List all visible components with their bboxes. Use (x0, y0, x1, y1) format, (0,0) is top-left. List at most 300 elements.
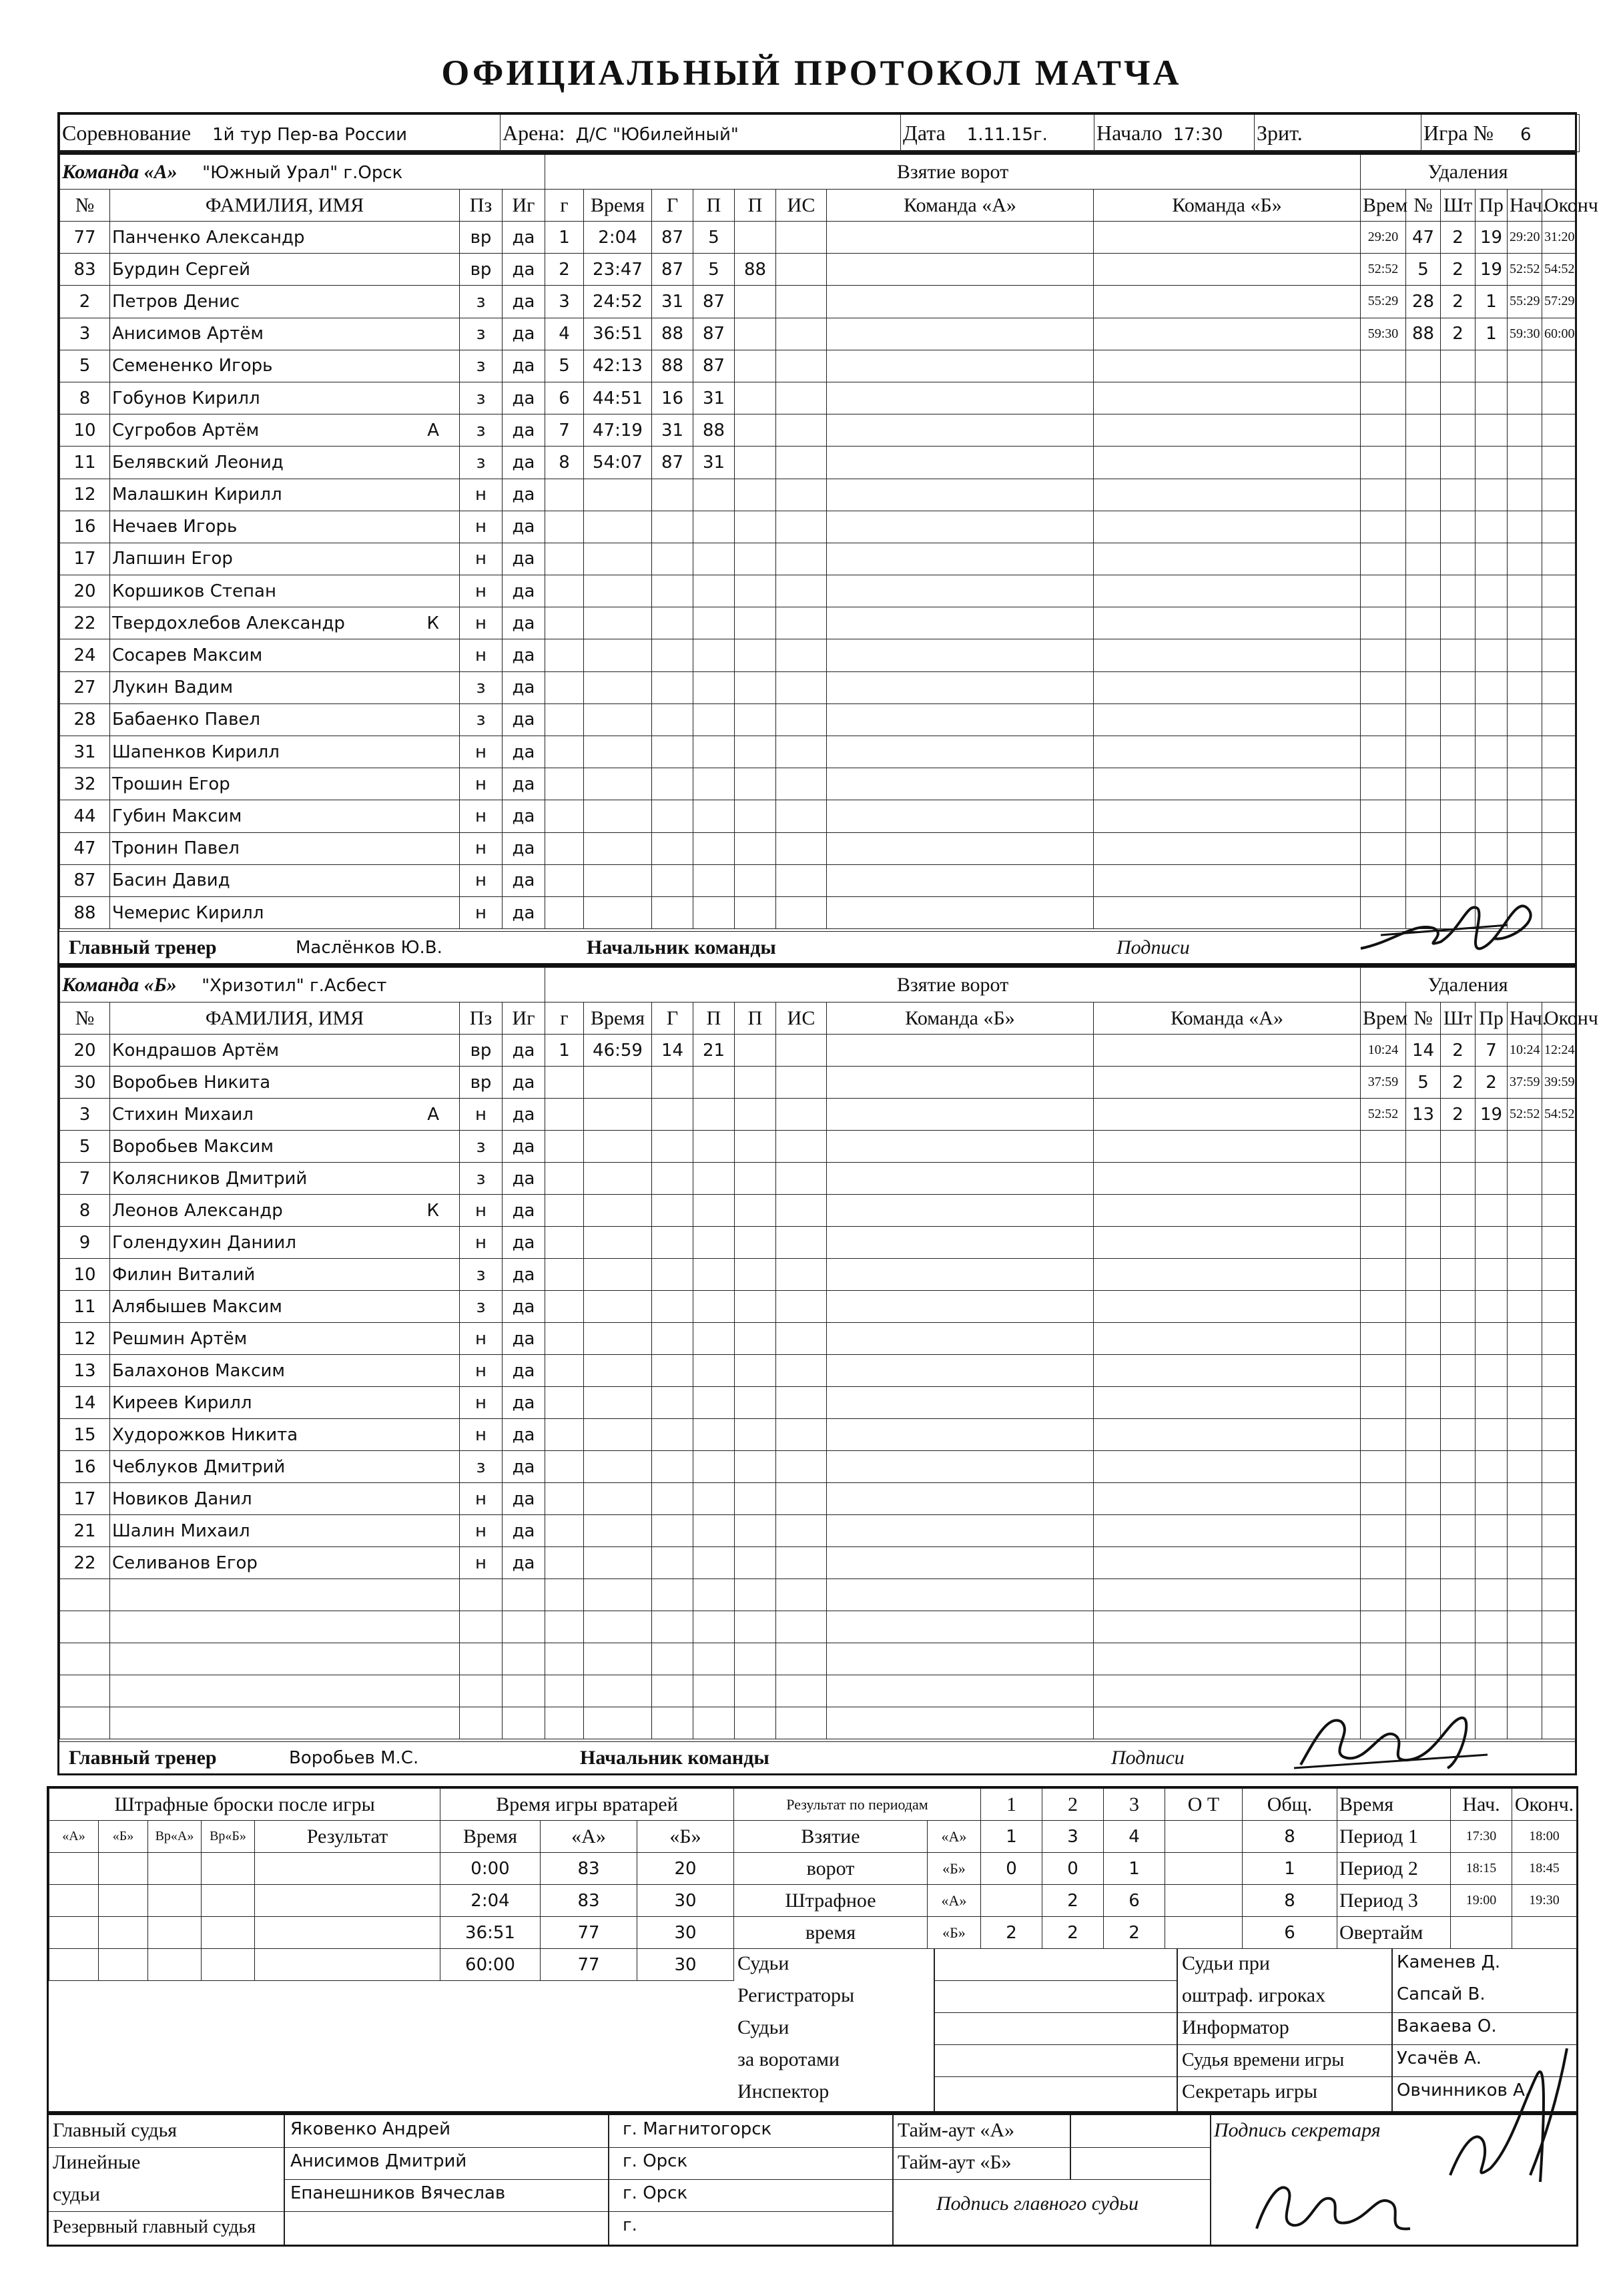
empty-cell (1476, 800, 1508, 832)
period-col-2: 2 (1042, 1789, 1104, 1821)
empty-row (545, 1707, 1361, 1739)
empty-row (60, 1707, 545, 1739)
pen-team-b-tag: «Б» (928, 1917, 981, 1949)
col-scorer: Г (652, 190, 693, 222)
empty-cell (1406, 896, 1441, 928)
team-a-goals (545, 154, 1361, 929)
empty-row (545, 1227, 1361, 1259)
empty-cell (827, 479, 1094, 511)
player-name-cell (110, 832, 460, 864)
empty-cell (584, 479, 652, 511)
player-name: Кондрашов Артём (112, 1040, 280, 1061)
team-b-chief-label: Начальник команды (580, 1747, 769, 1769)
player-number: 17 (60, 543, 110, 575)
goals-team-a-tag: «А» (928, 1821, 981, 1853)
player-played: да (503, 254, 545, 286)
period-start-col-label: Нач. (1451, 1789, 1512, 1821)
empty-cell (1542, 864, 1576, 896)
empty-cell (584, 1643, 652, 1675)
player-name: Чеблуков Дмитрий (112, 1456, 286, 1477)
col-is: ИС (776, 1002, 827, 1035)
empty-cell (776, 254, 827, 286)
player-name: Бурдин Сергей (112, 259, 251, 280)
empty-cell (693, 1419, 735, 1451)
start-label: Начало (1096, 121, 1163, 145)
penalty-start: 55:29 (1508, 286, 1542, 318)
empty-cell (584, 1707, 652, 1739)
penalty-minutes: 2 (1441, 1099, 1476, 1131)
pen-b-p3: 2 (1104, 1917, 1165, 1949)
empty-cell (545, 1131, 584, 1163)
empty-cell (776, 896, 827, 928)
empty-cell (652, 1579, 693, 1611)
empty-row (1361, 864, 1576, 896)
empty-cell (1406, 1323, 1441, 1355)
player-name-cell (110, 222, 460, 254)
col-is: ИС (776, 190, 827, 222)
penalty-judge-1: Каменев Д. (1397, 1952, 1501, 1972)
player-number: 31 (60, 736, 110, 768)
period-name: Период 1 (1337, 1821, 1451, 1853)
empty-cell (1406, 1579, 1441, 1611)
team-a-title-cell (60, 155, 545, 190)
goals-row-label-2: ворот (734, 1853, 928, 1885)
empty-cell (1441, 1547, 1476, 1579)
empty-cell (1406, 414, 1441, 447)
empty-cell (693, 1579, 735, 1611)
empty-cell (1542, 1419, 1576, 1451)
empty-cell (693, 1643, 735, 1675)
empty-cell (545, 1419, 584, 1451)
player-row (60, 1195, 545, 1227)
player-row (60, 1515, 545, 1547)
player-name-cell (110, 575, 460, 607)
player-row (60, 703, 545, 736)
empty-row (1361, 607, 1576, 639)
player-number: 32 (60, 768, 110, 800)
empty-cell (1094, 286, 1361, 318)
player-played: да (503, 1355, 545, 1387)
empty-cell (1441, 1483, 1476, 1515)
empty-cell (1542, 1579, 1576, 1611)
empty-cell (1476, 575, 1508, 607)
empty-cell (545, 896, 584, 928)
player-row (60, 511, 545, 543)
player-position: вр (460, 222, 503, 254)
empty-cell (735, 1707, 776, 1739)
empty-row (545, 832, 1361, 864)
empty-cell (1406, 800, 1441, 832)
empty-cell (545, 1291, 584, 1323)
goal-row (545, 382, 1361, 414)
penalty-reason: 19 (1476, 254, 1508, 286)
player-played: да (503, 479, 545, 511)
empty-cell (1441, 1131, 1476, 1163)
player-played: да (503, 896, 545, 928)
empty-cell (1094, 1195, 1361, 1227)
player-row (60, 832, 545, 864)
player-name-cell (110, 1387, 460, 1419)
empty-cell (1406, 1387, 1441, 1419)
player-played: да (503, 414, 545, 447)
player-position: н (460, 1419, 503, 1451)
player-name: Решмин Артём (112, 1328, 248, 1349)
empty-cell (1508, 1451, 1542, 1483)
player-name: Бабаенко Павел (112, 709, 261, 730)
player-name-cell (110, 671, 460, 703)
empty-cell (1406, 1291, 1441, 1323)
player-number: 30 (60, 1067, 110, 1099)
player-name: Лапшин Егор (112, 549, 233, 569)
goal-time: 46:59 (584, 1035, 652, 1067)
player-name: Худорожков Никита (112, 1424, 298, 1445)
empty-cell (1508, 832, 1542, 864)
col-pen-pr: Пр (1476, 1002, 1508, 1035)
penalty-end: 12:24 (1542, 1035, 1576, 1067)
empty-cell (1094, 254, 1361, 286)
empty-cell (1406, 1259, 1441, 1291)
player-number: 3 (60, 318, 110, 350)
player-name: Киреев Кирилл (112, 1392, 252, 1413)
empty-cell (1406, 671, 1441, 703)
empty-cell (1406, 575, 1441, 607)
empty-cell (693, 1515, 735, 1547)
pen-b-p2: 2 (1042, 1917, 1104, 1949)
pen-a-total: 8 (1243, 1885, 1337, 1917)
empty-cell (735, 1227, 776, 1259)
empty-row (1361, 1579, 1576, 1611)
empty-cell (1508, 1579, 1542, 1611)
empty-cell (1476, 639, 1508, 671)
gk-col-time: Время (440, 1821, 541, 1853)
empty-cell (776, 864, 827, 896)
empty-cell (652, 896, 693, 928)
empty-cell (827, 1547, 1094, 1579)
empty-cell (776, 222, 827, 254)
goals-a-p3: 4 (1104, 1821, 1165, 1853)
empty-cell (1406, 607, 1441, 639)
player-number: 20 (60, 575, 110, 607)
empty-cell (1441, 1579, 1476, 1611)
player-name-cell (110, 1323, 460, 1355)
empty-cell (693, 1611, 735, 1643)
empty-row (545, 1195, 1361, 1227)
empty-cell (1476, 1675, 1508, 1707)
goal-row (545, 350, 1361, 382)
goal-g: 8 (545, 447, 584, 479)
empty-cell (693, 1163, 735, 1195)
empty-cell (60, 1675, 110, 1707)
empty-row (545, 800, 1361, 832)
empty-cell (693, 768, 735, 800)
empty-cell (652, 1611, 693, 1643)
game-number-label: Игра № (1423, 121, 1494, 145)
empty-cell (1476, 511, 1508, 543)
empty-cell (652, 1131, 693, 1163)
penalty-start: 37:59 (1508, 1067, 1542, 1099)
player-position: вр (460, 254, 503, 286)
penalty-box-judges-label-2: оштраф. игроках (1182, 1984, 1326, 2006)
empty-cell (693, 479, 735, 511)
empty-cell (1542, 382, 1576, 414)
empty-cell (1542, 1131, 1576, 1163)
empty-cell (827, 1707, 1094, 1739)
empty-cell (1406, 1547, 1441, 1579)
shootout-col-result: Результат (255, 1821, 440, 1853)
empty-cell (827, 800, 1094, 832)
player-row (60, 1387, 545, 1419)
empty-cell (1542, 703, 1576, 736)
empty-cell (1542, 543, 1576, 575)
empty-cell (735, 703, 776, 736)
player-number: 5 (60, 1131, 110, 1163)
player-position: з (460, 671, 503, 703)
chief-referee-label: Главный судья (53, 2119, 178, 2141)
goal-g: 88 (652, 350, 693, 382)
empty-cell (1361, 1451, 1406, 1483)
empty-cell (1508, 1707, 1542, 1739)
penalty-start: 52:52 (1508, 254, 1542, 286)
empty-cell (735, 1643, 776, 1675)
pen-b-ot (1165, 1917, 1243, 1949)
shootout-col-gk-a: Вр«А» (148, 1821, 202, 1853)
empty-cell (1406, 1611, 1441, 1643)
empty-row (1361, 1323, 1576, 1355)
penalty-end: 31:20 (1542, 222, 1576, 254)
empty-cell (1094, 1067, 1361, 1099)
empty-cell (1542, 639, 1576, 671)
empty-cell (584, 607, 652, 639)
empty-cell (693, 800, 735, 832)
period-time-col-label: Время (1337, 1789, 1451, 1821)
col-pen-end: Оконч (1542, 1002, 1576, 1035)
player-played: да (503, 1419, 545, 1451)
shootout-col-b: «Б» (99, 1821, 148, 1853)
player-number: 87 (60, 864, 110, 896)
empty-cell (735, 1387, 776, 1419)
player-name: Воробьев Никита (112, 1072, 271, 1093)
empty-row (545, 1579, 1361, 1611)
player-name: Анисимов Артём (112, 324, 264, 344)
empty-cell (584, 1515, 652, 1547)
penalty-minutes: 2 (1441, 1067, 1476, 1099)
goal-g: 87 (652, 254, 693, 286)
spectators-label: Зрит. (1257, 121, 1303, 145)
player-name: Твердохлебов Александр (112, 613, 345, 633)
arena-cell (501, 115, 901, 152)
player-row (60, 222, 545, 254)
empty-cell (1094, 575, 1361, 607)
empty-cell (545, 1195, 584, 1227)
empty-cell (735, 543, 776, 575)
goal-time: 42:13 (584, 350, 652, 382)
empty-cell (1361, 896, 1406, 928)
empty-cell (1094, 703, 1361, 736)
empty-cell (1094, 1355, 1361, 1387)
empty-cell (1406, 1707, 1441, 1739)
empty-cell (652, 607, 693, 639)
empty-cell (652, 1195, 693, 1227)
player-name-cell (110, 768, 460, 800)
player-position: н (460, 832, 503, 864)
empty-cell (1476, 1515, 1508, 1547)
player-played: да (503, 382, 545, 414)
player-name: Шапенков Кирилл (112, 742, 280, 762)
empty-cell (1441, 1515, 1476, 1547)
empty-cell (1508, 1483, 1542, 1515)
empty-cell (776, 1227, 827, 1259)
penalty-end: 54:52 (1542, 254, 1576, 286)
empty-cell (1508, 1131, 1542, 1163)
empty-cell (584, 1483, 652, 1515)
empty-cell (693, 639, 735, 671)
penalty-judge-2: Сапсай В. (1397, 1984, 1486, 2004)
empty-cell (652, 1323, 693, 1355)
empty-cell (1476, 768, 1508, 800)
empty-cell (584, 543, 652, 575)
penalty-reason: 19 (1476, 1099, 1508, 1131)
empty-cell (776, 382, 827, 414)
empty-cell (1508, 350, 1542, 382)
empty-cell (584, 703, 652, 736)
col-pos: Пз (460, 1002, 503, 1035)
empty-cell (776, 800, 827, 832)
empty-row (1361, 350, 1576, 382)
gk-row (440, 1853, 734, 1885)
empty-row (545, 1323, 1361, 1355)
penalty-reason: 1 (1476, 286, 1508, 318)
date-value: 1.11.15г. (966, 125, 1048, 145)
empty-cell (693, 1131, 735, 1163)
empty-cell (460, 1707, 503, 1739)
player-position: вр (460, 1067, 503, 1099)
empty-cell (545, 1611, 584, 1643)
team-a-roster (59, 154, 545, 929)
empty-row (545, 864, 1361, 896)
empty-cell (1476, 1451, 1508, 1483)
penalty-minutes: 2 (1441, 254, 1476, 286)
empty-cell (735, 1547, 776, 1579)
empty-cell (735, 1099, 776, 1131)
player-played: да (503, 318, 545, 350)
empty-cell (584, 1387, 652, 1419)
penalties-title: Удаления (1361, 155, 1576, 190)
empty-row (545, 703, 1361, 736)
player-position: н (460, 1195, 503, 1227)
empty-cell (1476, 350, 1508, 382)
pen-team-a-tag: «А» (928, 1885, 981, 1917)
empty-cell (776, 1515, 827, 1547)
player-name-cell (110, 1451, 460, 1483)
goals-a-p1: 1 (981, 1821, 1042, 1853)
empty-cell (776, 414, 827, 447)
player-row (60, 414, 545, 447)
goals-b-total: 1 (1243, 1853, 1337, 1885)
col-no: № (60, 190, 110, 222)
penalties-title: Удаления (1361, 968, 1576, 1002)
empty-cell (776, 1419, 827, 1451)
period-start: 17:30 (1451, 1821, 1512, 1853)
empty-cell (584, 1067, 652, 1099)
player-name-cell (110, 1483, 460, 1515)
player-name-cell (110, 286, 460, 318)
goal-time: 47:19 (584, 414, 652, 447)
empty-cell (735, 1067, 776, 1099)
empty-cell (776, 768, 827, 800)
goal-time: 44:51 (584, 382, 652, 414)
gk-row (440, 1917, 734, 1949)
empty-cell (1508, 703, 1542, 736)
empty-cell (1361, 1387, 1406, 1419)
empty-row (1361, 736, 1576, 768)
goal-p: 5 (693, 222, 735, 254)
player-name: Нечаев Игорь (112, 517, 238, 537)
empty-cell (652, 1419, 693, 1451)
empty-cell (1094, 736, 1361, 768)
empty-cell (1542, 1675, 1576, 1707)
col-pen-pr: Пр (1476, 190, 1508, 222)
player-position: н (460, 896, 503, 928)
player-position: н (460, 1099, 503, 1131)
empty-cell (693, 1707, 735, 1739)
empty-cell (1476, 1419, 1508, 1451)
player-name-cell (110, 1067, 460, 1099)
penalty-minutes: 2 (1441, 286, 1476, 318)
team-b-footer (59, 1741, 1575, 1774)
start-cell (1094, 115, 1255, 152)
empty-cell (652, 479, 693, 511)
player-row (60, 479, 545, 511)
empty-row (1361, 575, 1576, 607)
empty-cell (827, 864, 1094, 896)
empty-cell (1542, 350, 1576, 382)
goalkeeper-time-table (440, 1788, 734, 1981)
empty-cell (1542, 575, 1576, 607)
player-name-cell (110, 1259, 460, 1291)
team-b-name: "Хризотил" г.Асбест (202, 975, 387, 996)
empty-cell (1476, 703, 1508, 736)
timekeeper-label: Судья времени игры (1182, 2050, 1345, 2070)
player-number: 11 (60, 447, 110, 479)
player-row (60, 1163, 545, 1195)
empty-cell (60, 1579, 110, 1611)
player-position: з (460, 350, 503, 382)
player-row (60, 1355, 545, 1387)
col-pen-sht: Шт (1441, 190, 1476, 222)
empty-cell (1094, 414, 1361, 447)
empty-cell (1094, 1643, 1361, 1675)
empty-cell (1508, 1259, 1542, 1291)
penalty-row (1361, 1035, 1576, 1067)
goal-row (545, 447, 1361, 479)
goal-row (545, 1035, 1361, 1067)
empty-cell (584, 1323, 652, 1355)
empty-cell (693, 1355, 735, 1387)
pen-a-p3: 6 (1104, 1885, 1165, 1917)
timeout-b-label: Тайм-аут «Б» (898, 2151, 1012, 2173)
penalty-minutes: 2 (1441, 318, 1476, 350)
player-row (60, 286, 545, 318)
player-position: н (460, 1355, 503, 1387)
empty-cell (1361, 736, 1406, 768)
empty-cell (652, 1515, 693, 1547)
gk-a: 83 (541, 1853, 637, 1885)
player-number: 77 (60, 222, 110, 254)
player-name: Балахонов Максим (112, 1360, 285, 1381)
goal-p2: 88 (735, 254, 776, 286)
empty-cell (735, 800, 776, 832)
empty-cell (652, 1707, 693, 1739)
